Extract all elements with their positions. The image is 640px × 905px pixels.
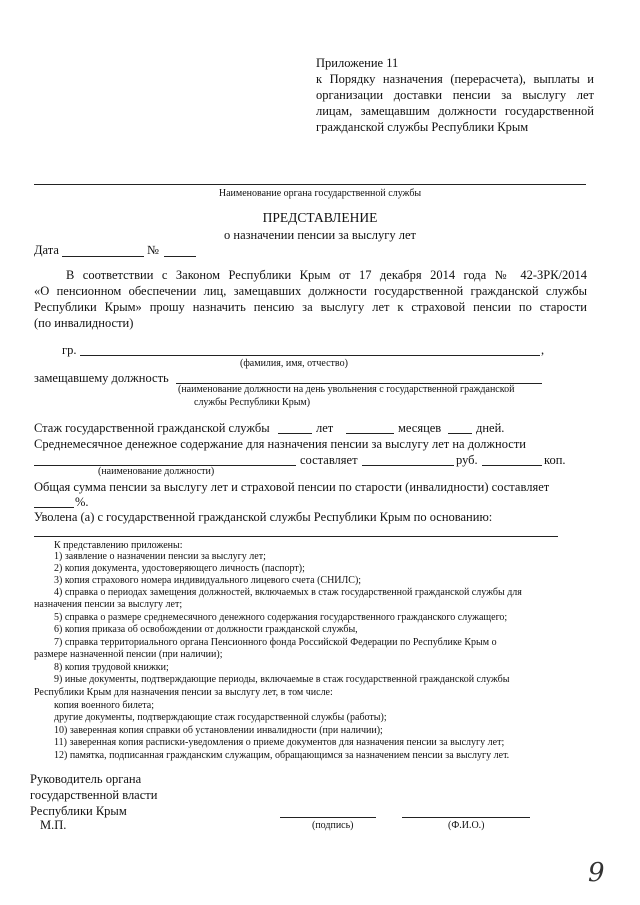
attachment-item: копия военного билета;: [54, 700, 154, 711]
attachment-item: 6) копия приказа об освобождении от должности гражданской службы,: [54, 624, 358, 635]
appendix-line-2: организации доставки пенсии за выслугу лет: [316, 88, 594, 102]
position-name-caption: (наименование должности): [98, 466, 215, 477]
stamp-label: М.П.: [40, 818, 67, 832]
intro-line-2: «О пенсионном обеспечении лиц, замещавших должности государственной гражданской службы: [34, 284, 587, 298]
page-number: 9: [588, 858, 605, 888]
document-title: ПРЕДСТАВЛЕНИЕ: [262, 210, 378, 225]
appendix-title: Приложение 11: [316, 56, 399, 70]
organ-name-caption: Наименование органа государственной службы: [218, 188, 422, 199]
attachment-item: 1) заявление о назначении пенсии за выслугу лет;: [54, 551, 266, 562]
head-fio-field[interactable]: [402, 817, 530, 818]
attachment-item: 9) иные документы, подтверждающие периоды, включаемые в стаж государственной гражданской службы: [54, 674, 510, 685]
position-label: замещавшему должность: [34, 371, 169, 385]
attachment-item: размере назначенной пенсии (при наличии);: [34, 649, 223, 660]
attachment-item: 2) копия документа, удостоверяющего личность (паспорт);: [54, 563, 305, 574]
attachment-item: другие документы, подтверждающие стаж государственной службы (работы);: [54, 712, 387, 723]
number-label: №: [147, 243, 159, 257]
appendix-line-1: к Порядку назначения (перерасчета), выплаты и: [316, 72, 594, 86]
position-caption-2: службы Республики Крым): [194, 397, 311, 408]
document-subtitle: о назначении пенсии за выслугу лет: [224, 228, 416, 242]
intro-line-1: В соответствии с Законом Республики Крым от 17 декабря 2014 года № 42-ЗРК/2014: [66, 268, 587, 282]
salary-rub-field[interactable]: [362, 465, 454, 466]
stazh-days-field[interactable]: [448, 433, 472, 434]
salary-line: Среднемесячное денежное содержание для назначения пенсии за выслугу лет на должности: [34, 437, 526, 451]
gr-label: гр.: [62, 343, 77, 357]
stazh-years-label: лет: [316, 421, 334, 435]
stazh-label: Стаж государственной гражданской службы: [34, 421, 270, 435]
fio-field[interactable]: [80, 355, 540, 356]
signature-field[interactable]: [280, 817, 376, 818]
salary-kop-field[interactable]: [482, 465, 542, 466]
date-label: Дата: [34, 243, 59, 257]
attachment-item: 7) справка территориального органа Пенсионного фонда Российской Федерации по Республике Крым о: [54, 637, 497, 648]
head-line-2: государственной власти: [30, 788, 158, 802]
dismissal-reason-field[interactable]: [34, 536, 558, 537]
position-caption-1: (наименование должности на день увольнения с государственной гражданской: [178, 384, 515, 395]
salary-rub-label: руб.: [456, 453, 478, 467]
attachment-item: 8) копия трудовой книжки;: [54, 662, 169, 673]
stazh-months-label: месяцев: [398, 421, 442, 435]
total-line: Общая сумма пенсии за выслугу лет и страховой пенсии по старости (инвалидности) составляет: [34, 480, 550, 494]
attachments-title: К представлению приложены:: [54, 540, 183, 551]
attachment-item: 5) справка о размере среднемесячного денежного содержания государственного гражданского служащего;: [54, 612, 508, 623]
attachment-item: Республики Крым для назначения пенсии за выслугу лет, в том числе:: [34, 687, 333, 698]
percent-field[interactable]: [34, 507, 74, 508]
attachment-item: назначения пенсии за выслугу лет;: [34, 599, 183, 610]
dismissal-line: Уволена (а) с государственной гражданской службы Республики Крым по основанию:: [34, 510, 493, 524]
attachment-item: 11) заверенная копия расписки-уведомления о приеме документов для назначения пенсии за выслугу лет;: [54, 737, 505, 748]
fio-caption: (фамилия, имя, отчество): [240, 358, 348, 369]
percent-label: %.: [75, 495, 89, 509]
head-line-3: Республики Крым: [30, 804, 127, 818]
head-fio-caption: (Ф.И.О.): [448, 820, 485, 831]
appendix-line-4: гражданской службы Республики Крым: [316, 120, 529, 134]
salary-kop-label: коп.: [544, 453, 566, 467]
date-field[interactable]: [62, 256, 144, 257]
attachment-item: 4) справка о периодах замещения должностей, включаемых в стаж государственной гражданской службы для: [54, 587, 522, 598]
intro-line-4: (по инвалидности): [34, 316, 134, 330]
salary-amount-label: составляет: [300, 453, 358, 467]
number-field[interactable]: [164, 256, 196, 257]
fio-comma: ,: [541, 343, 545, 357]
signature-caption: (подпись): [312, 820, 354, 831]
intro-line-3: Республики Крым» прошу назначить пенсию за выслугу лет к страховой пенсии по старости: [34, 300, 587, 314]
stazh-years-field[interactable]: [278, 433, 312, 434]
stazh-days-label: дней.: [476, 421, 505, 435]
attachment-item: 12) памятка, подписанная гражданским служащим, обращающимся за назначением пенсии за выслугу лет.: [54, 750, 510, 761]
stazh-months-field[interactable]: [346, 433, 394, 434]
attachment-item: 3) копия страхового номера индивидуального лицевого счета (СНИЛС);: [54, 575, 362, 586]
attachment-item: 10) заверенная копия справки об установлении инвалидности (при наличии);: [54, 725, 383, 736]
appendix-line-3: лицам, замещавшим должности государственной: [316, 104, 594, 118]
head-line-1: Руководитель органа: [30, 772, 142, 786]
organ-name-line: [34, 184, 586, 185]
